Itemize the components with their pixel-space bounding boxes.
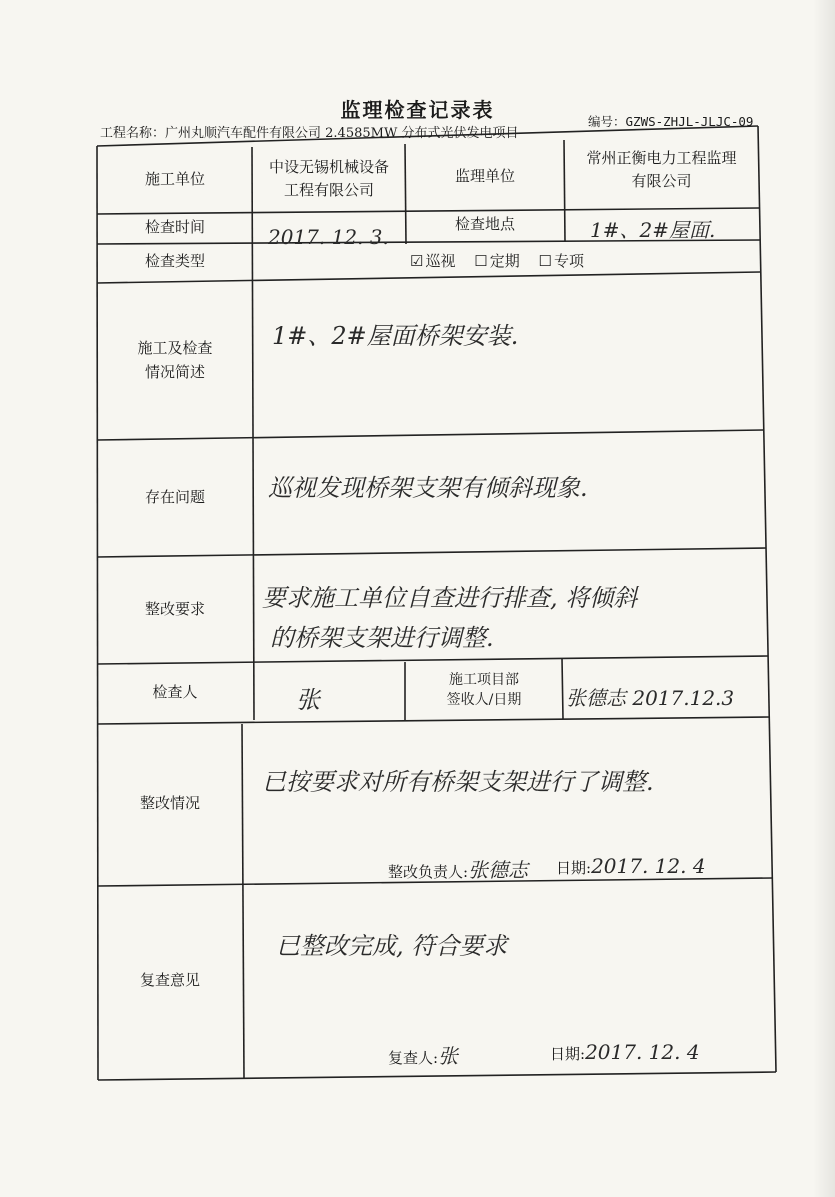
inspection-place-label: 检查地点 [454, 215, 515, 234]
supervision-unit-line2: 有限公司 [631, 172, 692, 190]
rectification-date-value: 2017. 12. 4 [591, 854, 706, 878]
inspection-time-label: 检查时间 [144, 218, 205, 237]
receiver-label-line2: 签收人/日期 [446, 692, 522, 708]
document-code [588, 112, 753, 130]
option-regular-label: 定期 [489, 252, 520, 270]
inspection-time-value: 2017. 12. 3. [268, 225, 389, 249]
option-regular [474, 252, 519, 270]
summary-label-line2: 情况简述 [144, 362, 205, 381]
construction-unit-line1: 中设无锡机械设备 [268, 157, 389, 176]
reviewer [388, 1040, 458, 1069]
checkbox-empty-icon: ☐ [474, 252, 488, 270]
code-label: 编号： [588, 114, 626, 129]
receiver-label-line1: 施工项目部 [449, 671, 519, 688]
project-name: 广州丸顺汽车配件有限公司 2.4585MW 分布式光伏发电项目 [165, 126, 519, 141]
rectification-date [556, 854, 706, 878]
review-date-label: 日期: [550, 1045, 586, 1063]
option-special-label: 专项 [553, 252, 584, 270]
construction-unit-line2: 工程有限公司 [283, 181, 374, 199]
code-value: GZWS-ZHJL-JLJC-09 [625, 114, 754, 129]
checkbox-checked-icon: ☑ [410, 252, 424, 270]
project-label: 工程名称： [100, 126, 166, 141]
rectification-person [388, 854, 528, 883]
supervision-unit-line1: 常州正衡电力工程监理 [586, 148, 737, 167]
receiver-signature: 张德志 2017.12.3 [566, 686, 735, 710]
construction-unit-label: 施工单位 [144, 170, 205, 189]
inspector-label: 检查人 [152, 683, 198, 702]
problems-label: 存在问题 [144, 488, 205, 507]
requirements-label: 整改要求 [144, 600, 205, 619]
requirements-line2: 的桥架支架进行调整. [270, 624, 494, 652]
option-patrol [410, 252, 455, 270]
rectification-date-label: 日期: [556, 859, 592, 877]
checkbox-empty-icon: ☐ [538, 252, 552, 270]
inspection-type-label: 检查类型 [144, 252, 205, 271]
page-title: 监理检查记录表 [340, 98, 495, 122]
review-date [550, 1040, 700, 1064]
inspection-type-options [410, 250, 598, 271]
construction-unit-value [253, 144, 405, 214]
requirements-line1: 要求施工单位自查进行排查, 将倾斜 [262, 584, 638, 612]
rectification-label: 整改情况 [139, 794, 200, 813]
reviewer-label: 复查人: [388, 1049, 439, 1067]
summary-label-line1: 施工及检查 [137, 339, 213, 358]
project-name-line [100, 122, 518, 141]
review-value: 已整改完成, 符合要求 [276, 932, 508, 960]
inspection-place-value: 1#、2#屋面. [590, 218, 716, 242]
rectification-value: 已按要求对所有桥架支架进行了调整. [262, 768, 654, 796]
inspector-signature: 张 [296, 686, 320, 714]
option-patrol-label: 巡视 [425, 252, 456, 270]
supervision-unit-value [565, 130, 758, 210]
page-edge-shadow [813, 0, 835, 1197]
option-special [539, 252, 584, 270]
rectification-person-label: 整改负责人: [388, 863, 469, 881]
summary-label [98, 283, 252, 438]
supervision-unit-label: 监理单位 [454, 167, 515, 186]
reviewer-signature: 张 [438, 1044, 459, 1068]
problems-value: 巡视发现桥架支架有倾斜现象. [268, 474, 588, 502]
summary-value: 1#、2#屋面桥架安装. [272, 322, 519, 350]
receiver-label [406, 662, 562, 718]
review-date-value: 2017. 12. 4 [585, 1040, 700, 1064]
rectification-person-signature: 张德志 [468, 858, 529, 882]
review-label: 复查意见 [139, 971, 200, 990]
